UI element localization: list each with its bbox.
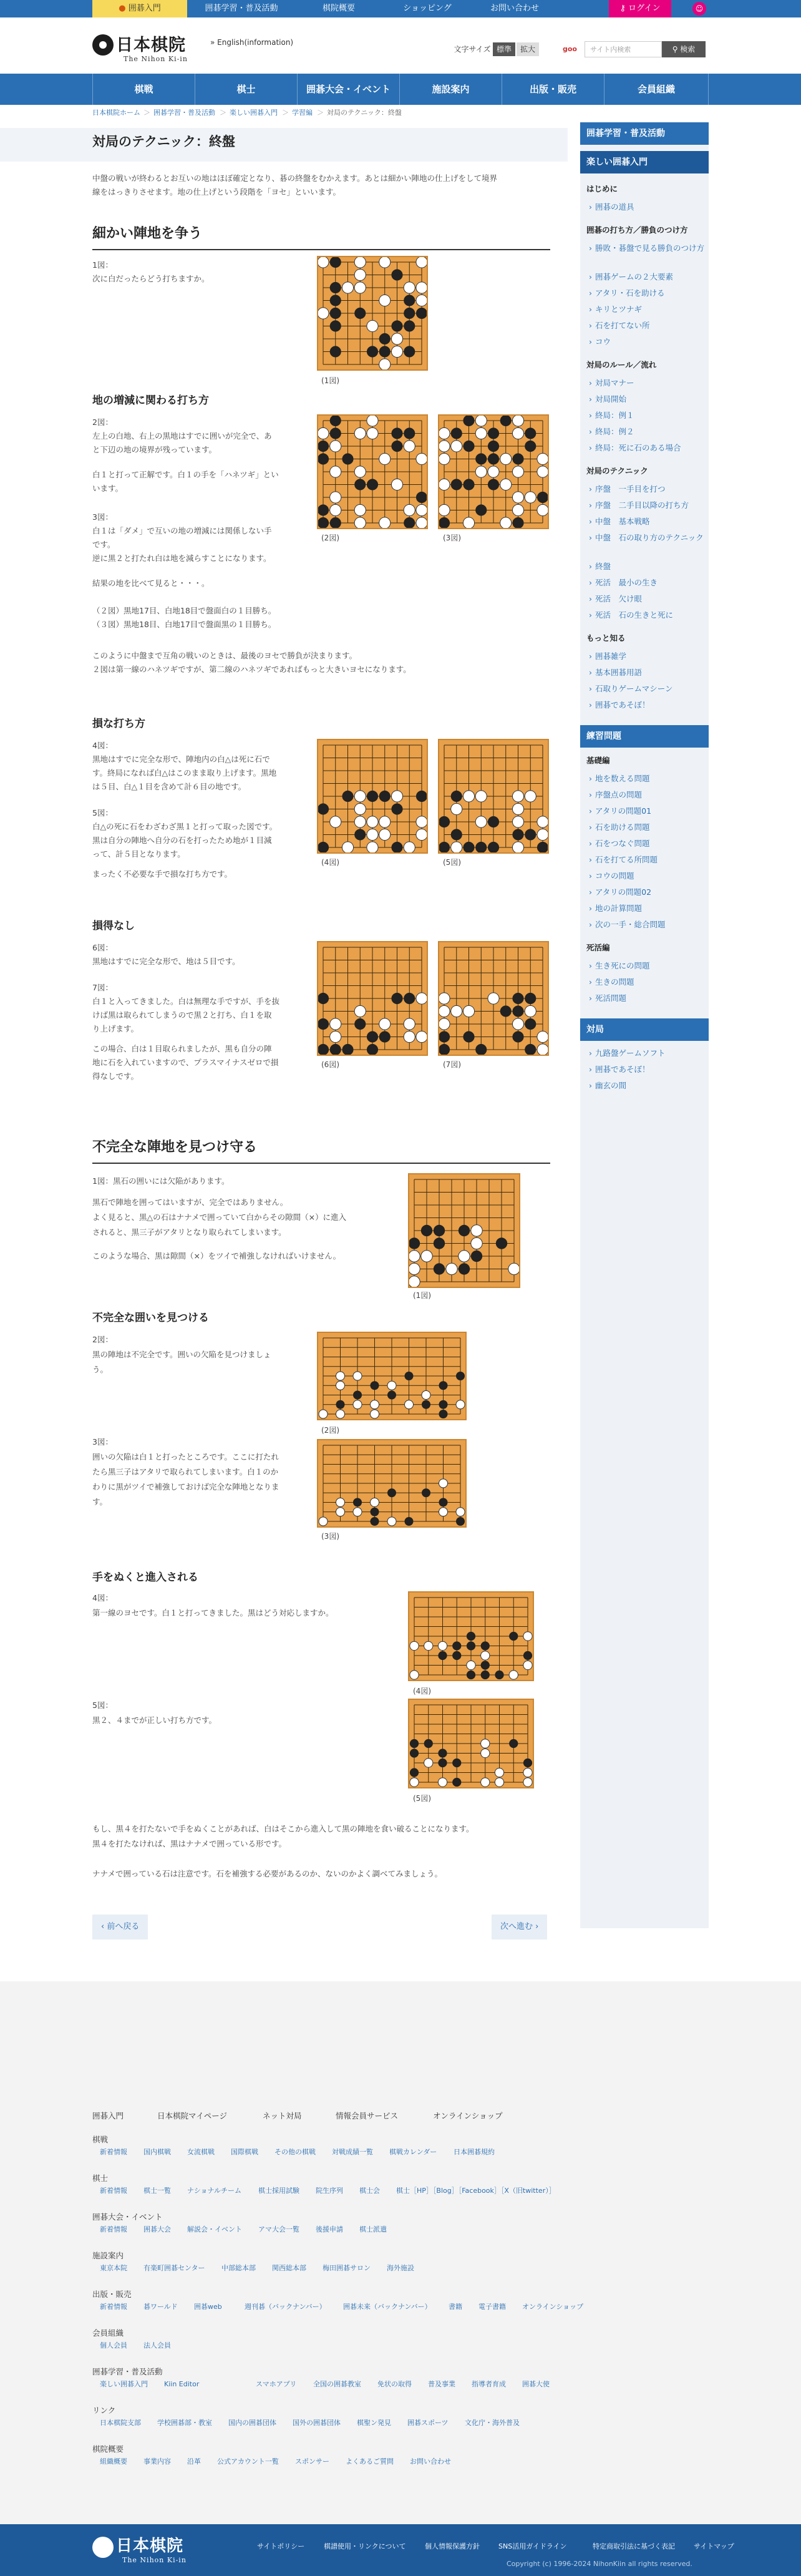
footer-link[interactable]: 棋士会 [359, 2187, 380, 2195]
breadcrumb-current: 対局のテクニック：終盤 [327, 109, 402, 117]
footer-link[interactable]: 組織概要 [100, 2457, 127, 2466]
paragraph: まったく不必要な手で損な打ち方です。 [92, 869, 233, 879]
sidebar-link[interactable]: › 死活問題 [595, 992, 704, 1005]
paragraph: 白１と打って正解です。白１の手を「ハネツギ」とい [92, 470, 279, 479]
figure-caption: (5図) [413, 1794, 431, 1803]
footer-link[interactable]: 国外の囲碁団体 [293, 2419, 341, 2427]
sidebar-head-learning[interactable]: 囲碁学習・普及活動 [580, 122, 709, 145]
footer-link[interactable]: お問い合わせ [410, 2457, 451, 2466]
font-standard-button[interactable]: 標準 [493, 42, 515, 56]
figure-caption: (1図) [321, 376, 339, 385]
board-svg [318, 1333, 465, 1419]
paragraph: ２図は第一線のハネツギですが、第二線のハネツギであればもっと大きいヨセになります。 [92, 665, 411, 674]
sidebar-link[interactable]: › 幽玄の間 [595, 1080, 704, 1092]
sidebar-link[interactable]: › 石を打てない所 [595, 320, 704, 332]
sidebar-link[interactable]: › 終局：例２ [595, 426, 704, 438]
breadcrumb-study[interactable]: 学習編 [292, 109, 313, 117]
chevron-right-icon: › [533, 1922, 539, 1931]
footer-link[interactable]: 棋士派遣 [359, 2225, 387, 2233]
footer-logo-sub: The Nihon Ki-in [122, 2556, 187, 2564]
util-link-learning[interactable]: 囲碁学習・普及活動 [205, 4, 278, 13]
footer-bottom-link[interactable]: 棋譜使用・リンクについて [324, 2542, 406, 2550]
paragraph: 白１と入ってきました。白は無理な手ですが、手を抜 [92, 997, 280, 1006]
breadcrumb-intro[interactable]: 楽しい囲碁入門 [230, 109, 278, 117]
board-svg [439, 942, 548, 1055]
figure-caption: (3図) [443, 534, 461, 542]
intro-line: 線をはっきりさせます。地の仕上げという段階を「ヨセ」といいます。 [92, 187, 341, 197]
footer-link[interactable]: 棋士一覧 [143, 2187, 171, 2195]
footer-group-title[interactable]: 出版・販売 [92, 2290, 132, 2299]
paragraph: 2図： [92, 417, 113, 427]
sidebar-link[interactable]: › 対局開始 [595, 393, 704, 406]
paragraph: 1図：黒石の囲いには欠陥があります。 [92, 1176, 230, 1186]
paragraph: 3図： [92, 1437, 113, 1447]
gnav-publishing[interactable]: 出版・販売 [502, 74, 604, 105]
font-size-label: 文字サイズ [454, 45, 491, 54]
site-logo[interactable]: 日本棋院 [116, 36, 186, 55]
board-svg [318, 416, 427, 528]
person-icon[interactable]: ☺ [692, 2, 706, 16]
board-svg [439, 740, 548, 852]
footer-link[interactable]: スマホアプリ [256, 2380, 297, 2388]
sidebar-link[interactable]: › 序盤 一手目を打つ [595, 483, 704, 495]
paragraph: 黒の陣地は不完全です。囲いの欠陥を見つけましょ [92, 1350, 271, 1359]
section-heading: 細かい陣地を争う [92, 222, 550, 250]
sidebar-link[interactable]: › アタリの問題02 [595, 886, 704, 899]
lock-icon: ⚷ [619, 4, 629, 13]
paragraph: 白△の死に石をわざわざ黒１と打って取った図です。 [92, 822, 278, 831]
google-icon: goo [563, 45, 577, 53]
go-board-2 [317, 414, 428, 529]
paragraph: この場合、白は１目取られましたが、黒も自分の陣 [92, 1044, 272, 1053]
paragraph: 黒地はすでに完全な形で、地は５目です。 [92, 957, 240, 966]
sidebar-link[interactable]: › 中盤 石の取り方のテクニック [595, 532, 704, 544]
paragraph: ナナメで囲っている石は注意です。石を補強する必要があるのか、ないのかよく調べてみましょう。 [92, 1869, 443, 1878]
sidebar-link[interactable]: › 囲碁であそぼ！ [595, 699, 704, 711]
search-button[interactable]: ⚲ 検索 [662, 41, 706, 57]
footer-top-link[interactable]: 情報会員サービス [336, 2111, 399, 2120]
go-board-s3-3 [317, 1439, 467, 1528]
util-link-contact[interactable]: お問い合わせ [490, 4, 539, 13]
board-svg [409, 1593, 533, 1680]
footer-link[interactable]: 棋戦カレンダー [389, 2148, 437, 2156]
paragraph: です。 [92, 540, 115, 549]
footer-link[interactable]: 指導者育成 [472, 2380, 506, 2388]
paragraph: 1図： [92, 260, 113, 270]
footer-top-link[interactable]: オンラインショップ [433, 2111, 503, 2120]
footer-link[interactable]: 楽しい囲碁入門 [100, 2380, 148, 2388]
section-heading: 不完全な陣地を見つけ守る [92, 1136, 550, 1164]
footer-link[interactable]: 国際棋戦 [231, 2148, 258, 2156]
sidebar-link[interactable]: › 囲碁ゲームの２大要素 [595, 271, 704, 283]
footer-link[interactable]: 院生序列 [316, 2187, 343, 2195]
sidebar-head-intro[interactable]: 楽しい囲碁入門 [580, 151, 709, 173]
footer-top-link[interactable]: 囲碁入門 [92, 2111, 124, 2120]
util-link-about[interactable]: 棋院概要 [322, 4, 355, 13]
paragraph: 黒地はすでに完全な形で、陣地内の白△は死に石で [92, 754, 270, 764]
title-band [0, 128, 568, 162]
english-link[interactable]: » English(information) [210, 38, 294, 47]
paragraph: う。 [92, 1365, 109, 1374]
footer-link[interactable]: 文化庁・海外普及 [465, 2419, 520, 2427]
next-button[interactable]: 次へ進む › [492, 1915, 547, 1939]
footer-logo[interactable]: 日本棋院 [116, 2537, 184, 2555]
gnav-kishi[interactable]: 棋士 [195, 74, 297, 105]
figure-caption: (4図) [413, 1687, 431, 1695]
paragraph: 3図： [92, 512, 113, 522]
footer-link[interactable]: 全国の囲碁教室 [313, 2380, 361, 2388]
sidebar-link[interactable]: › 石をつなぐ問題 [595, 837, 704, 850]
paragraph: 白１は「ダメ」で互いの地の増減には関係しない手 [92, 526, 272, 535]
footer-link[interactable]: ナショナルチーム [187, 2187, 242, 2195]
go-board-6 [317, 941, 428, 1056]
footer-link[interactable]: 囲碁スポーツ [407, 2419, 449, 2427]
footer-logo-icon[interactable] [92, 2537, 114, 2558]
subsection-heading: 地の増減に関わる打ち方 [92, 394, 209, 407]
sidebar-link[interactable]: › 死活 石の生きと死に [595, 609, 704, 622]
footer-link[interactable]: 普及事業 [428, 2380, 455, 2388]
footer-bottom-link[interactable]: サイトマップ [694, 2542, 734, 2550]
sidebar-link[interactable]: › 死活 欠け眼 [595, 593, 704, 605]
paragraph: 得なしです。 [92, 1071, 139, 1081]
board-svg [439, 416, 548, 528]
paragraph: 結果の地を比べて見ると・・・。 [92, 578, 210, 588]
sidebar-link[interactable]: › 生き死にの問題 [595, 960, 704, 972]
paragraph: 4図： [92, 1593, 113, 1603]
footer-link[interactable]: 関西総本部 [272, 2264, 306, 2272]
sidebar-section-title: はじめに [586, 184, 618, 193]
board-svg [318, 740, 427, 852]
figure-caption: (2図) [321, 1426, 339, 1435]
footer-group-title[interactable]: リンク [92, 2406, 116, 2415]
sidebar-link[interactable]: › 次の一手・総合問題 [595, 919, 704, 931]
footer-bottom-link[interactable]: サイトポリシー [257, 2542, 305, 2550]
paragraph: 5図： [92, 1700, 113, 1710]
sidebar-link[interactable]: › 九路盤ゲームソフト [595, 1047, 704, 1060]
paragraph: けば黒は取られてしまうので黒２と打ち、白１を取 [92, 1010, 272, 1020]
footer-link[interactable]: 日本囲碁規約 [454, 2148, 495, 2156]
footer-group-title[interactable]: 囲碁学習・普及活動 [92, 2367, 163, 2376]
paragraph: このように中盤まで互角の戦いのときは、最後のヨセで勝負が決まります。 [92, 651, 357, 660]
footer-top-link[interactable]: ネット対局 [263, 2111, 302, 2120]
footer-bottom-link[interactable]: 個人情報保護方針 [425, 2542, 480, 2550]
sidebar-link[interactable]: › コウの問題 [595, 870, 704, 882]
footer-link[interactable]: 棋聖ン発見 [357, 2419, 391, 2427]
paragraph: います。 [92, 484, 124, 493]
go-stone-icon: ● [119, 4, 129, 13]
copyright: Copyright (c) 1996-2024 NihonKiin all rights reserved. [507, 2560, 692, 2568]
utility-bar [0, 0, 801, 17]
prev-button[interactable]: ‹ 前へ戻る [92, 1915, 148, 1939]
sidebar-head-practice[interactable]: 練習問題 [580, 725, 709, 748]
sidebar-link[interactable]: › 終局：例１ [595, 409, 704, 422]
paragraph: 左上の白地、右上の黒地はすでに囲いが完全で、あ [92, 431, 272, 441]
figure-caption: (4図) [321, 858, 339, 867]
paragraph: 7図： [92, 983, 113, 992]
paragraph: って、計５目となります。 [92, 849, 185, 859]
paragraph: 4図： [92, 741, 113, 750]
footer-link[interactable]: 公式アカウント一覧 [217, 2457, 279, 2466]
go-board-s3-4 [408, 1591, 534, 1681]
footer-link[interactable]: 免状の取得 [377, 2380, 412, 2388]
subsection-heading: 損得なし [92, 920, 135, 932]
font-large-button[interactable]: 拡大 [517, 42, 539, 56]
gnav-kisen[interactable]: 棋戦 [92, 74, 195, 105]
site-logo-sub: The Nihon Ki-in [124, 55, 188, 63]
sidebar-section-title: もっと知る [586, 633, 626, 643]
sidebar-link[interactable]: › アタリの問題01 [595, 805, 704, 817]
figure-caption: (2図) [321, 534, 339, 542]
sidebar-link[interactable]: › 囲碁雑学 [595, 650, 704, 663]
intro-line: 中盤の戦いが終わるとお互いの地はほぼ確定となり、碁の終盤をむかえます。あとは細かい陣地の仕上げをして境界 [92, 173, 498, 183]
sidebar-head-taikyoku[interactable]: 対局 [580, 1018, 709, 1041]
go-board-s3-1 [408, 1173, 520, 1288]
go-board-3 [438, 414, 549, 529]
sidebar-link[interactable]: › 基本囲碁用語 [595, 666, 704, 679]
breadcrumb-learning[interactable]: 囲碁学習・普及活動 [153, 109, 215, 117]
paragraph: 5図： [92, 808, 113, 817]
sidebar-link[interactable]: › 地を数える問題 [595, 773, 704, 785]
board-svg [409, 1174, 519, 1287]
sidebar-link[interactable]: › 囲碁であそぼ！ [595, 1063, 704, 1076]
sidebar-link[interactable]: › 地の計算問題 [595, 902, 704, 915]
search-input[interactable]: サイト内検索 [585, 41, 662, 57]
footer-link[interactable]: 碁ワールド [143, 2303, 178, 2311]
footer-link[interactable]: 梅田囲碁サロン [323, 2264, 371, 2272]
sidebar-link[interactable]: › 終局：死に石のある場合 [595, 442, 704, 454]
subsection-heading: 損な打ち方 [92, 718, 145, 730]
gnav-membership[interactable]: 会員組織 [604, 74, 709, 105]
paragraph: 黒４を打たなければ、黒はナナメで囲っている形です。 [92, 1839, 287, 1848]
breadcrumb-separator: ＞ [220, 109, 226, 117]
sidebar-link[interactable]: › 中盤 基本戦略 [595, 515, 704, 528]
paragraph: り上げます。 [92, 1024, 139, 1033]
login-button[interactable]: ⚷ ログイン [609, 0, 671, 17]
footer-link[interactable]: 東京本院 [100, 2264, 127, 2272]
paragraph: もし、黒４を打たないで手をぬくことがあれば、白はそこから進入して黒の陣地を食い破ることになります。 [92, 1824, 474, 1833]
breadcrumb-separator: ＞ [143, 109, 150, 117]
footer-bottom-link[interactable]: SNS活用ガイドライン [498, 2542, 567, 2550]
footer-link[interactable]: 対戦成績一覧 [332, 2148, 373, 2156]
footer-link[interactable]: 囲碁未来（バックナンバー） [343, 2303, 432, 2311]
paragraph: （２図）黒地17目、白地18目で盤面白の１目勝ち。 [92, 606, 276, 615]
sidebar-link[interactable]: › 対局マナー [595, 377, 704, 389]
footer-group-title[interactable]: 棋院概要 [92, 2444, 124, 2454]
paragraph: 2図： [92, 1335, 113, 1344]
gnav-events[interactable]: 囲碁大会・イベント [297, 74, 399, 105]
logo-icon[interactable] [92, 34, 114, 56]
footer-bottom-link[interactable]: 特定商取引法に基づく表記 [593, 2542, 675, 2550]
footer-link[interactable]: 中部総本部 [221, 2264, 256, 2272]
board-svg [318, 257, 427, 369]
footer-group-title[interactable]: 棋戦 [92, 2135, 109, 2144]
sidebar-link[interactable]: › 石を助ける問題 [595, 821, 704, 834]
footer-group-title[interactable]: 会員組織 [92, 2328, 124, 2338]
footer-link[interactable]: 法人会員 [143, 2341, 171, 2349]
sidebar-section-title: 囲碁の打ち方／勝負のつけ方 [586, 225, 688, 235]
sidebar-section-title: 基礎編 [586, 756, 610, 765]
figure-caption: (3図) [321, 1532, 339, 1541]
figure-caption: (5図) [443, 858, 461, 867]
footer-link[interactable]: 書籍 [449, 2303, 462, 2311]
paragraph: （３図）黒地18目、白地17目で盤面黒の１目勝ち。 [92, 620, 276, 629]
footer-link[interactable]: 囲碁大使 [522, 2380, 550, 2388]
go-board-1 [317, 256, 428, 371]
paragraph: たら黒三子はアタリで取られてしまいます。白１のか [92, 1467, 279, 1476]
footer-link[interactable]: 新着情報 [100, 2303, 127, 2311]
footer-group-title[interactable]: 囲碁大会・イベント [92, 2212, 163, 2222]
footer-link[interactable]: その他の棋戦 [274, 2148, 316, 2156]
figure-caption: (1図) [413, 1291, 431, 1300]
sidebar-section-title: 対局のテクニック [586, 466, 648, 476]
footer-link[interactable]: 国内棋戦 [143, 2148, 171, 2156]
sidebar-section-title: 死活編 [586, 943, 610, 952]
figure-caption: (7図) [443, 1060, 461, 1069]
subsection-heading: 手をぬくと進入される [92, 1571, 198, 1584]
footer-link[interactable]: 棋士［HP］［Blog］［Facebook］［X（旧twitter）］ [396, 2187, 556, 2195]
footer-link[interactable]: 有楽町囲碁センター [143, 2264, 205, 2272]
global-nav [0, 74, 801, 105]
sidebar-link[interactable]: › 生きの問題 [595, 976, 704, 988]
breadcrumb-home[interactable]: 日本棋院ホーム [92, 109, 140, 117]
footer-link[interactable]: スポンサー [295, 2457, 329, 2466]
sidebar-link[interactable]: › 死活 最小の生き [595, 577, 704, 589]
paragraph: 地に石を入れていますので、プラスマイナスゼロで損 [92, 1058, 279, 1067]
sidebar-link[interactable]: › アタリ・石を助ける [595, 287, 704, 300]
sidebar-link[interactable]: › コウ [595, 336, 704, 348]
go-board-s3-5 [408, 1699, 534, 1788]
figure-caption: (6図) [321, 1060, 339, 1069]
footer-link[interactable]: 事業内容 [143, 2457, 171, 2466]
footer-link[interactable]: 新着情報 [100, 2187, 127, 2195]
footer-link[interactable]: 後援申請 [316, 2225, 343, 2233]
external-icon: » [210, 38, 218, 47]
paragraph: 黒は自分の陣地へ自分の石を打ったため地が１目減 [92, 836, 272, 845]
gnav-facilities[interactable]: 施設案内 [399, 74, 502, 105]
breadcrumb-separator: ＞ [317, 109, 324, 117]
subsection-heading: 不完全な囲いを見つける [92, 1312, 209, 1324]
paragraph: は５目、白△１目を含めて計６目の地です。 [92, 782, 246, 791]
footer-group-title[interactable]: 施設案内 [92, 2251, 124, 2260]
paragraph: す。 [92, 1497, 108, 1506]
sidebar-section-title: 対局のルール／流れ [586, 360, 657, 369]
go-board-s3-2 [317, 1332, 467, 1420]
sidebar-link[interactable]: › キリとツナギ [595, 303, 704, 316]
footer-link[interactable]: 学校囲碁部・教室 [157, 2419, 212, 2427]
util-link-shopping[interactable]: ショッピング [403, 4, 452, 13]
footer-link[interactable]: アマ大会一覧 [258, 2225, 299, 2233]
footer-top-link[interactable]: 日本棋院マイページ [157, 2111, 228, 2120]
footer-link[interactable]: Kiin Editor [164, 2380, 200, 2388]
sidebar-link[interactable]: › 序盤点の問題 [595, 789, 704, 801]
footer-link[interactable]: 週刊碁（バックナンバー） [245, 2303, 326, 2311]
sidebar-link[interactable]: › 石取りゲームマシーン [595, 683, 704, 695]
footer-link[interactable]: 棋士採用試験 [258, 2187, 299, 2195]
footer-link[interactable]: 海外施設 [387, 2264, 414, 2272]
sidebar-link[interactable]: › 終盤 [595, 560, 704, 573]
paragraph: 第一線のヨセです。白１と打ってきました。黒はどう対応しますか。 [92, 1608, 334, 1617]
footer-link[interactable]: 国内の囲碁団体 [228, 2419, 276, 2427]
footer-link[interactable]: 囲碁大会 [143, 2225, 171, 2233]
sidebar-link[interactable]: › 囲碁の道具 [595, 201, 704, 213]
go-board-5 [438, 739, 549, 854]
paragraph: わりに黒がツイで補強しておけば完全な陣地となりま [92, 1482, 279, 1491]
footer-link[interactable]: 個人会員 [100, 2341, 127, 2349]
page-title: 対局のテクニック：終盤 [92, 134, 235, 149]
paragraph: 6図： [92, 943, 113, 952]
paragraph: 黒２、４までが正しい打ち方です。 [92, 1715, 217, 1725]
footer-link[interactable]: 解説会・イベント [187, 2225, 242, 2233]
paragraph: 次に白だったらどう打ちますか。 [92, 274, 210, 283]
paragraph: す。終局になれば白△はこのまま取り上げます。黒地 [92, 768, 277, 778]
footer-link[interactable]: 新着情報 [100, 2148, 127, 2156]
footer-link[interactable]: 日本棋院支部 [100, 2419, 141, 2427]
board-svg [318, 1440, 465, 1526]
footer-link[interactable]: オンラインショップ [522, 2303, 584, 2311]
paragraph: 黒石で陣地を囲ってはいますが、完全ではありません。 [92, 1198, 288, 1207]
paragraph: されると、黒三子がアタリとなり取られてしまいます。 [92, 1227, 286, 1237]
go-board-7 [438, 941, 549, 1056]
paragraph: よく見ると、黒△の石はナナメで囲っていて白からその隙間（×）に進入 [92, 1212, 347, 1222]
breadcrumb-separator: ＞ [282, 109, 289, 117]
util-link-beginner[interactable]: ● 囲碁入門 [92, 0, 187, 17]
footer-link[interactable]: 沿革 [187, 2457, 201, 2466]
footer-group-title[interactable]: 棋士 [92, 2174, 109, 2183]
footer-link[interactable]: 囲碁web [194, 2303, 222, 2311]
paragraph: このような場合、黒は隙間（×）をツイで補強しなければいけません。 [92, 1251, 341, 1261]
footer-link[interactable]: 新着情報 [100, 2225, 127, 2233]
board-svg [318, 942, 427, 1055]
search-icon: ⚲ [672, 45, 681, 54]
paragraph: 逆に黒２と打たれ白は地を減らすことになります。 [92, 554, 271, 563]
go-board-4 [317, 739, 428, 854]
sidebar-link[interactable]: › 勝敗・碁盤で見る勝負のつけ方 [595, 242, 704, 255]
board-svg [409, 1700, 533, 1787]
footer-link[interactable]: 電子書籍 [478, 2303, 506, 2311]
footer-link[interactable]: よくあるご質問 [346, 2457, 394, 2466]
paragraph: と下辺の地の境界が残っています。 [92, 445, 217, 454]
sidebar-link[interactable]: › 石を打てる所問題 [595, 854, 704, 866]
paragraph: 囲いの欠陥は白１と打ったところです。ここに打たれ [92, 1452, 279, 1461]
footer-link[interactable]: 女流棋戦 [187, 2148, 215, 2156]
sidebar-link[interactable]: › 序盤 二手目以降の打ち方 [595, 499, 704, 512]
chevron-left-icon: ‹ [101, 1922, 107, 1931]
